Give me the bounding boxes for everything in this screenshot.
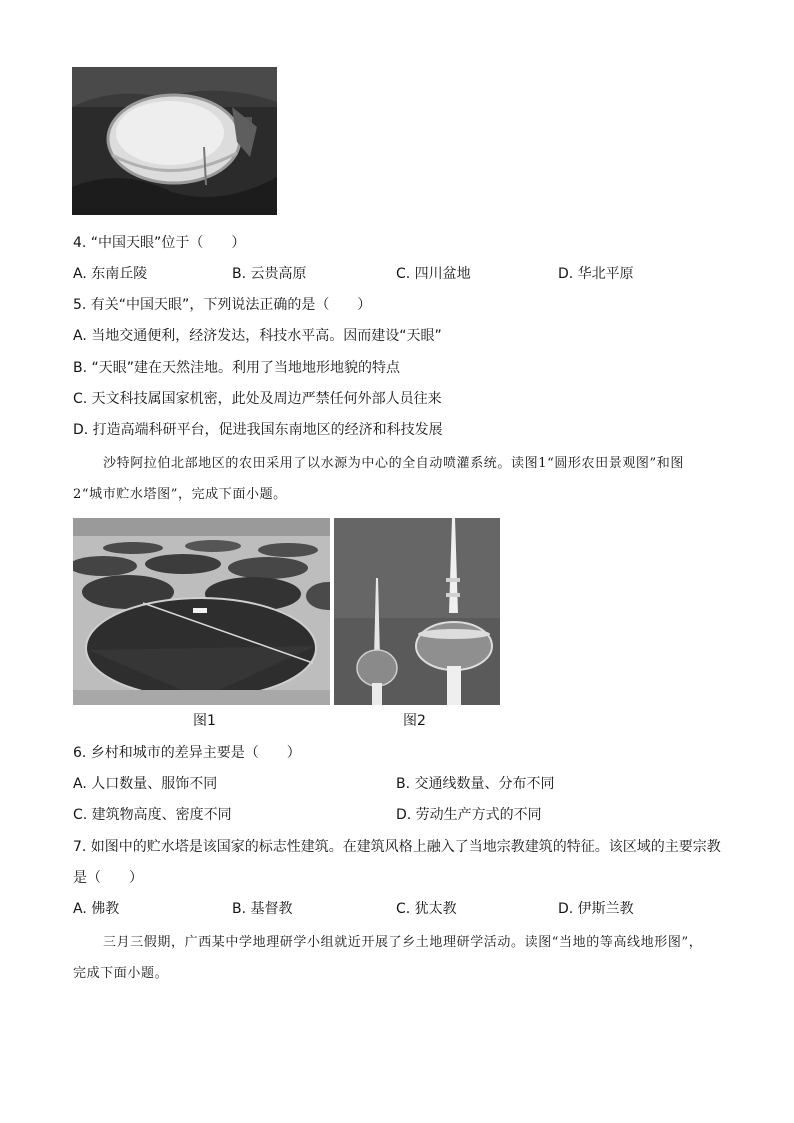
q4-option-c[interactable]: C. 四川盆地 [396,266,471,282]
question-7-stem-line1: 7. 如图中的贮水塔是该国家的标志性建筑。在建筑风格上融入了当地宗教建筑的特征。该区域的主要宗教 [73,839,721,855]
q6-option-a[interactable]: A. 人口数量、服饰不同 [73,776,218,792]
figure-1-circular-farmland-photo [73,518,330,705]
q4-option-a[interactable]: A. 东南丘陵 [73,266,148,282]
intro-paragraph-2-line1: 三月三假期，广西某中学地理研学小组就近开展了乡土地理研学活动。读图“当地的等高线地形图”， [103,935,703,950]
q5-option-c[interactable]: C. 天文科技属国家机密，此处及周边严禁任何外部人员往来 [73,391,442,407]
q4-option-b[interactable]: B. 云贵高原 [232,266,307,282]
figure-1-caption: 图1 [193,713,216,729]
q4-option-d[interactable]: D. 华北平原 [558,266,634,282]
figure-2-water-tower-photo [334,518,500,705]
figure-2-caption: 图2 [403,713,426,729]
q7-option-b[interactable]: B. 基督教 [232,901,293,917]
intro-paragraph-2-line2: 完成下面小题。 [73,966,169,981]
q5-option-b[interactable]: B. “天眼”建在天然洼地。利用了当地地形地貌的特点 [73,360,401,376]
q5-option-d[interactable]: D. 打造高端科研平台，促进我国东南地区的经济和科技发展 [73,422,443,438]
q6-option-c[interactable]: C. 建筑物高度、密度不同 [73,807,232,823]
question-6-stem: 6. 乡村和城市的差异主要是（ ） [73,745,301,761]
intro-paragraph-1-line1: 沙特阿拉伯北部地区的农田采用了以水源为中心的全自动喷灌系统。读图1“圆形农田景观图”和图 [103,456,684,471]
q6-option-b[interactable]: B. 交通线数量、分布不同 [396,776,555,792]
fast-telescope-photo [72,67,277,215]
question-5-stem: 5. 有关“中国天眼”，下列说法正确的是（ ） [73,297,372,313]
intro-paragraph-1-line2: 2“城市贮水塔图”，完成下面小题。 [73,487,287,502]
q5-option-a[interactable]: A. 当地交通便利，经济发达，科技水平高。因而建设“天眼” [73,328,442,344]
q7-option-a[interactable]: A. 佛教 [73,901,120,917]
q7-option-c[interactable]: C. 犹太教 [396,901,457,917]
q6-option-d[interactable]: D. 劳动生产方式的不同 [396,807,542,823]
question-7-stem-line2: 是（ ） [73,870,143,886]
question-4-stem: 4. “中国天眼”位于（ ） [73,235,246,251]
q7-option-d[interactable]: D. 伊斯兰教 [558,901,634,917]
